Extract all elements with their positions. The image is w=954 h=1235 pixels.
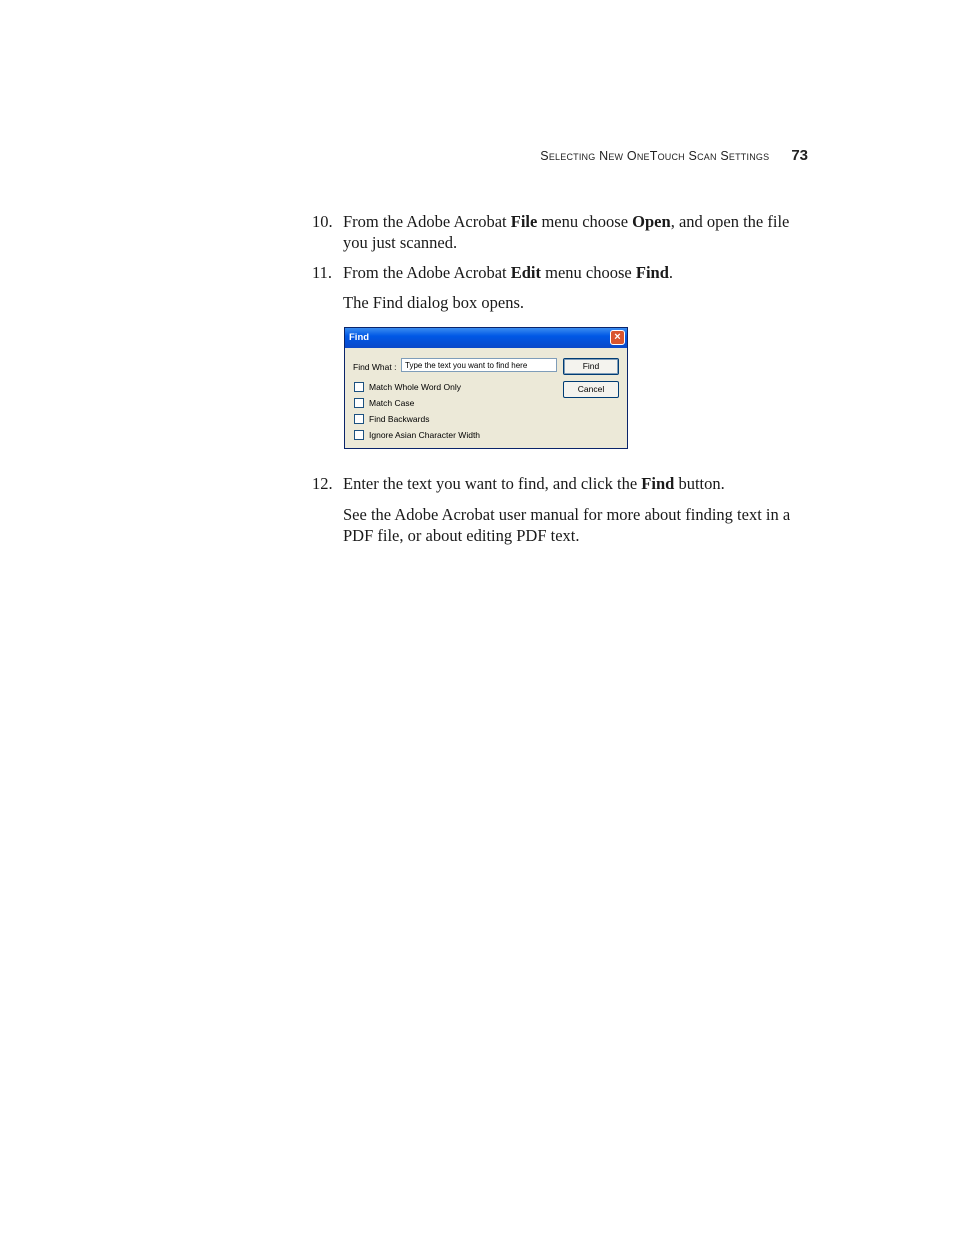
find-button[interactable]: Find — [563, 358, 619, 375]
page-number: 73 — [791, 147, 808, 164]
checkbox-box[interactable] — [354, 382, 364, 392]
step-10: 10. From the Adobe Acrobat File menu choose Open, and open the file you just scanned. — [312, 212, 790, 252]
checkbox-box[interactable] — [354, 398, 364, 408]
step-number: 11. — [312, 263, 333, 282]
checkbox-label: Match Whole Word Only — [369, 381, 461, 392]
checkbox-box[interactable] — [354, 414, 364, 424]
step-11: 11. From the Adobe Acrobat Edit menu choose Find. — [312, 263, 674, 282]
running-head-title: Selecting New OneTouch Scan Settings — [540, 149, 770, 163]
find-what-input[interactable] — [401, 358, 557, 372]
checkbox-label: Match Case — [369, 397, 415, 408]
checkbox-match-whole-word[interactable] — [354, 381, 461, 393]
dialog-opens-note: The Find dialog box opens. — [343, 293, 525, 312]
step-12: 12. Enter the text you want to find, and click the Find button. — [312, 474, 725, 493]
checkbox-ignore-asian-width[interactable] — [354, 429, 480, 441]
checkbox-box[interactable] — [354, 430, 364, 440]
checkbox-find-backwards[interactable] — [354, 413, 429, 425]
dialog-title: Find — [349, 332, 370, 343]
checkbox-label: Find Backwards — [369, 413, 430, 424]
dialog-titlebar[interactable] — [345, 328, 627, 348]
checkbox-match-case[interactable] — [354, 397, 414, 409]
find-what-label: Find What : — [353, 362, 397, 372]
manual-note: See the Adobe Acrobat user manual for more about finding text in a PDF file, or about editing PDF text. — [343, 505, 791, 545]
find-dialog — [344, 327, 628, 449]
cancel-button[interactable]: Cancel — [563, 381, 619, 398]
step-number: 10. — [312, 212, 333, 231]
checkbox-label: Ignore Asian Character Width — [369, 429, 481, 440]
step-number: 12. — [312, 474, 333, 493]
close-icon[interactable]: × — [610, 330, 625, 345]
running-header — [408, 147, 808, 164]
